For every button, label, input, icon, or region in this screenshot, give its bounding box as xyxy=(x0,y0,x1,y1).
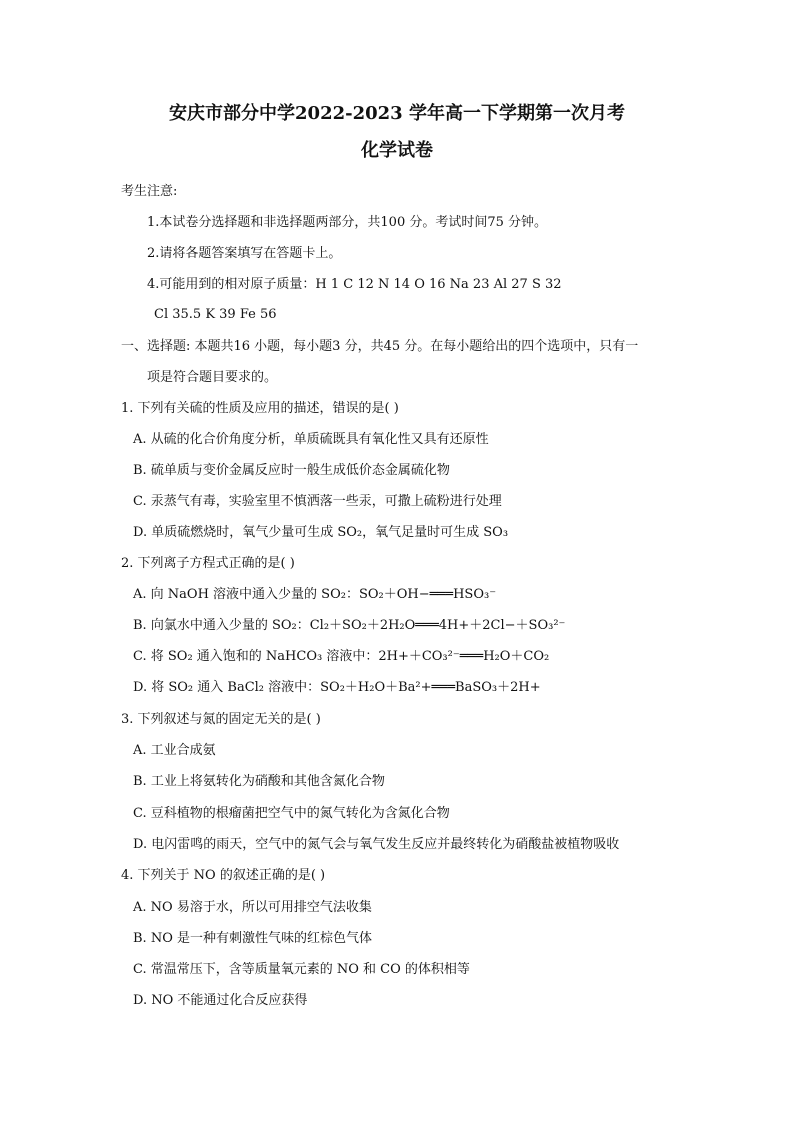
section-heading-cont: 项是符合题目要求的。 xyxy=(147,370,278,385)
question-4-option-c: C. 常温常压下，含等质量氧元素的 NO 和 CO 的体积相等 xyxy=(133,962,470,977)
notice-item-4: 4.可能用到的相对原子质量：H 1 C 12 N 14 O 16 Na 23 Al 27 S 32 xyxy=(147,277,562,292)
question-3-option-c: C. 豆科植物的根瘤菌把空气中的氮气转化为含氮化合物 xyxy=(133,806,450,821)
question-3-stem: 3. 下列叙述与氮的固定无关的是( ) xyxy=(121,712,321,727)
question-3-option-d: D. 电闪雷鸣的雨天，空气中的氮气会与氧气发生反应并最终转化为硝酸盐被植物吸收 xyxy=(133,837,620,852)
notice-item-1: 1.本试卷分选择题和非选择题两部分，共100 分。考试时间75 分钟。 xyxy=(147,215,548,230)
question-4-option-d: D. NO 不能通过化合反应获得 xyxy=(133,993,308,1008)
question-2-option-d: D. 将 SO₂ 通入 BaCl₂ 溶液中：SO₂＋H₂O＋Ba²+═══BaSO₃＋2H+ xyxy=(133,680,541,695)
notice-label: 考生注意: xyxy=(121,184,178,199)
question-1-option-a: A. 从硫的化合价角度分析，单质硫既具有氧化性又具有还原性 xyxy=(133,432,489,447)
notice-item-4-cont: Cl 35.5 K 39 Fe 56 xyxy=(154,307,277,322)
exam-subtitle: 化学试卷 xyxy=(361,140,433,161)
question-1-option-b: B. 硫单质与变价金属反应时一般生成低价态金属硫化物 xyxy=(133,463,450,478)
question-2-option-a: A. 向 NaOH 溶液中通入少量的 SO₂：SO₂＋OH−═══HSO₃⁻ xyxy=(133,587,497,602)
exam-title: 安庆市部分中学2022-2023 学年高一下学期第一次月考 xyxy=(169,103,625,124)
section-heading: 一、选择题: 本题共16 小题，每小题3 分，共45 分。在每小题给出的四个选项中，只有一 xyxy=(121,339,639,354)
notice-item-2: 2.请将各题答案填写在答题卡上。 xyxy=(147,246,342,261)
question-4-option-b: B. NO 是一种有刺激性气味的红棕色气体 xyxy=(133,931,372,946)
question-4-stem: 4. 下列关于 NO 的叙述正确的是( ) xyxy=(121,868,326,883)
question-4-option-a: A. NO 易溶于水，所以可用排空气法收集 xyxy=(133,900,372,915)
question-3-option-b: B. 工业上将氨转化为硝酸和其他含氮化合物 xyxy=(133,774,385,789)
question-2-option-c: C. 将 SO₂ 通入饱和的 NaHCO₃ 溶液中：2H+＋CO₃²⁻═══H₂O＋CO₂ xyxy=(133,649,550,664)
question-3-option-a: A. 工业合成氨 xyxy=(133,743,216,758)
question-1-option-c: C. 汞蒸气有毒，实验室里不慎洒落一些汞，可撒上硫粉进行处理 xyxy=(133,494,502,509)
question-2-stem: 2. 下列离子方程式正确的是( ) xyxy=(121,556,295,571)
question-1-option-d: D. 单质硫燃烧时，氧气少量可生成 SO₂，氧气足量时可生成 SO₃ xyxy=(133,525,509,540)
question-1-stem: 1. 下列有关硫的性质及应用的描述，错误的是( ) xyxy=(121,401,399,416)
question-2-option-b: B. 向氯水中通入少量的 SO₂：Cl₂＋SO₂＋2H₂O═══4H+＋2Cl−＋SO₃²⁻ xyxy=(133,618,566,633)
